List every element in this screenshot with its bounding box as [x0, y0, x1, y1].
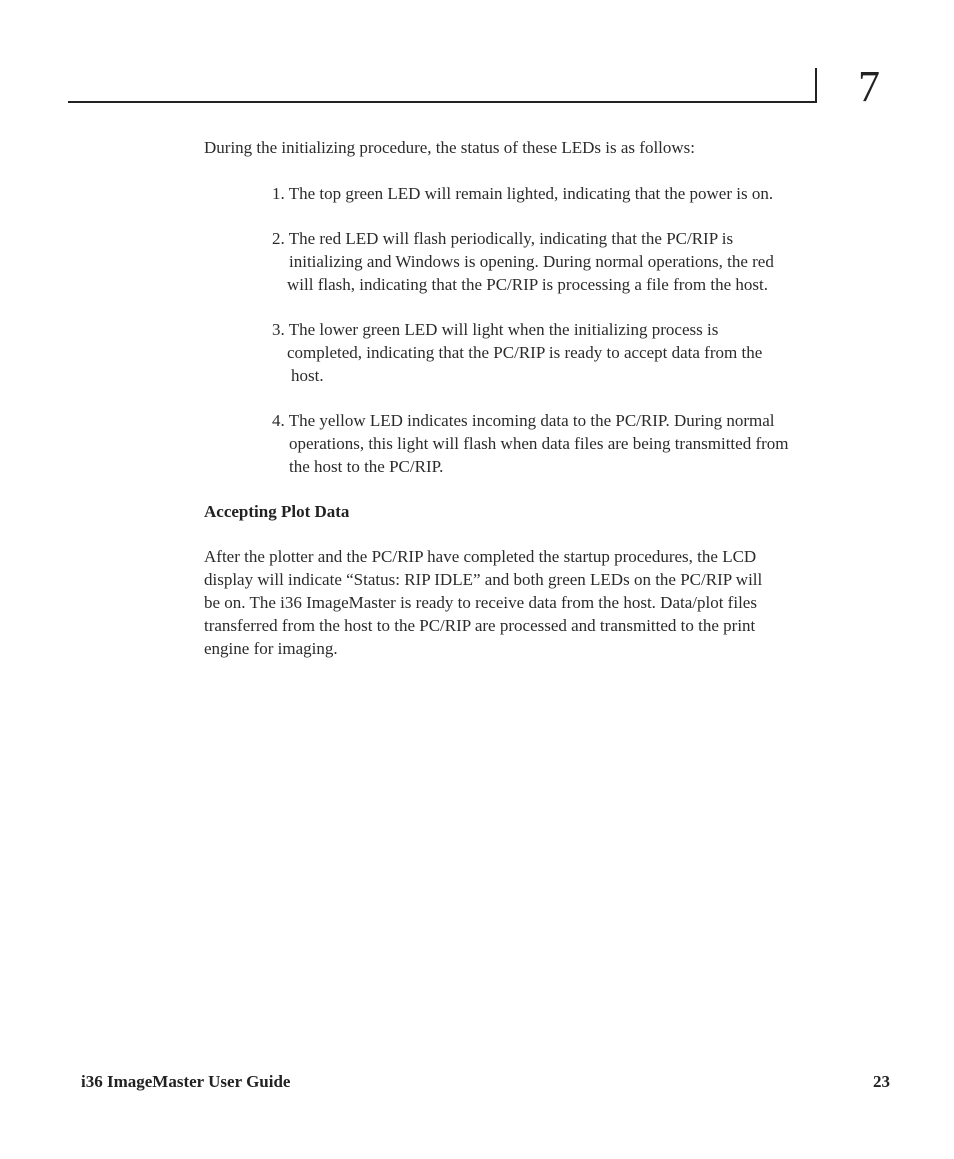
- list-item-line: 2. The red LED will flash periodically, indicating that the PC/RIP is: [272, 229, 734, 248]
- paragraph-line: After the plotter and the PC/RIP have completed the startup procedures, the LCD: [204, 547, 757, 566]
- footer-title: i36 ImageMaster User Guide: [81, 1072, 291, 1091]
- list-item-line: 1. The top green LED will remain lighted, indicating that the power is on.: [272, 184, 774, 203]
- list-item: [272, 227, 812, 296]
- list-item-line: host.: [291, 366, 324, 385]
- list-item: [272, 182, 832, 205]
- list-item-line: 4. The yellow LED indicates incoming data to the PC/RIP. During normal: [272, 411, 775, 430]
- list-item: [272, 409, 832, 478]
- paragraph-line: display will indicate “Status: RIP IDLE” and both green LEDs on the PC/RIP will: [204, 570, 763, 589]
- list-item-line: will flash, indicating that the PC/RIP is processing a file from the host.: [287, 275, 768, 294]
- paragraph-line: be on. The i36 ImageMaster is ready to receive data from the host. Data/plot files: [204, 593, 757, 612]
- list-item-line: operations, this light will flash when data files are being transmitted from: [289, 434, 789, 453]
- list-item-line: completed, indicating that the PC/RIP is ready to accept data from the: [287, 343, 763, 362]
- header-tick: [815, 68, 817, 103]
- list-item-line: initializing and Windows is opening. During normal operations, the red: [289, 252, 774, 271]
- intro-paragraph: During the initializing procedure, the status of these LEDs is as follows:: [204, 138, 696, 157]
- footer-page-number: 23: [873, 1072, 890, 1091]
- header-rule: [68, 101, 817, 103]
- paragraph-line: engine for imaging.: [204, 639, 338, 658]
- section-paragraph: [204, 545, 824, 660]
- section-heading: Accepting Plot Data: [204, 502, 350, 521]
- list-item-line: the host to the PC/RIP.: [289, 457, 444, 476]
- list-item: [272, 318, 802, 387]
- chapter-number: 7: [858, 62, 880, 111]
- list-item-line: 3. The lower green LED will light when the initializing process is: [272, 320, 719, 339]
- paragraph-line: transferred from the host to the PC/RIP are processed and transmitted to the print: [204, 616, 756, 635]
